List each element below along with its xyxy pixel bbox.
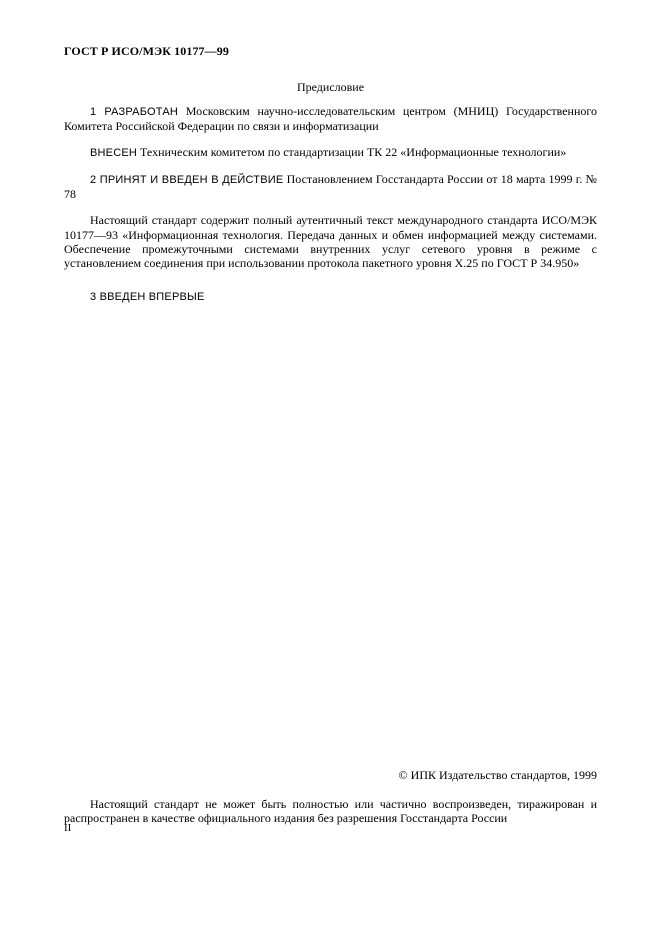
section-title: Предисловие (296, 80, 365, 94)
paragraph-introduced (64, 145, 597, 160)
paragraph-text: Московским научно-исследовательским центром (МНИЦ) Государственного Комитета Российской Федерации по связи и информатизации (64, 104, 597, 133)
paragraph-lead: 1 РАЗРАБОТАН (90, 106, 179, 118)
reproduction-notice: Настоящий стандарт не может быть полностью или частично воспроизведен, тиражирован и распространен в качестве официального издания без разрешения Госстандарта России (64, 797, 597, 825)
paragraph-first-introduced (64, 289, 597, 304)
document-code: ГОСТ Р ИСО/МЭК 10177—99 (64, 44, 229, 58)
paragraph-text: Постановлением Госстандарта России от 18 марта 1999 г. № 78 (64, 172, 598, 201)
copyright-line: © ИПК Издательство стандартов, 1999 (398, 768, 597, 782)
paragraph-text: Настоящий стандарт содержит полный аутентичный текст международного стандарта ИСО/МЭК 10177—93 «Информационная технология. Передача данных и обмен информацией между системами. Обеспечение промежуточными системами внутренних услуг сетевого уровня в режиме с установлением соединения при использовании протокола пакетного уровня Х.25 по ГОСТ Р 34.950» (64, 213, 597, 270)
paragraph-text: Техническим комитетом по стандартизации ТК 22 «Информационные технологии» (137, 145, 567, 159)
paragraph-contents (64, 213, 597, 270)
paragraph-lead: 2 ПРИНЯТ И ВВЕДЕН В ДЕЙСТВИЕ (90, 174, 284, 186)
paragraph-adopted (64, 172, 597, 201)
paragraph-lead: 3 ВВЕДЕН ВПЕРВЫЕ (90, 291, 205, 303)
paragraph-lead: ВНЕСЕН (90, 147, 138, 159)
page-number: II (64, 822, 72, 834)
paragraph-developed (64, 104, 597, 133)
